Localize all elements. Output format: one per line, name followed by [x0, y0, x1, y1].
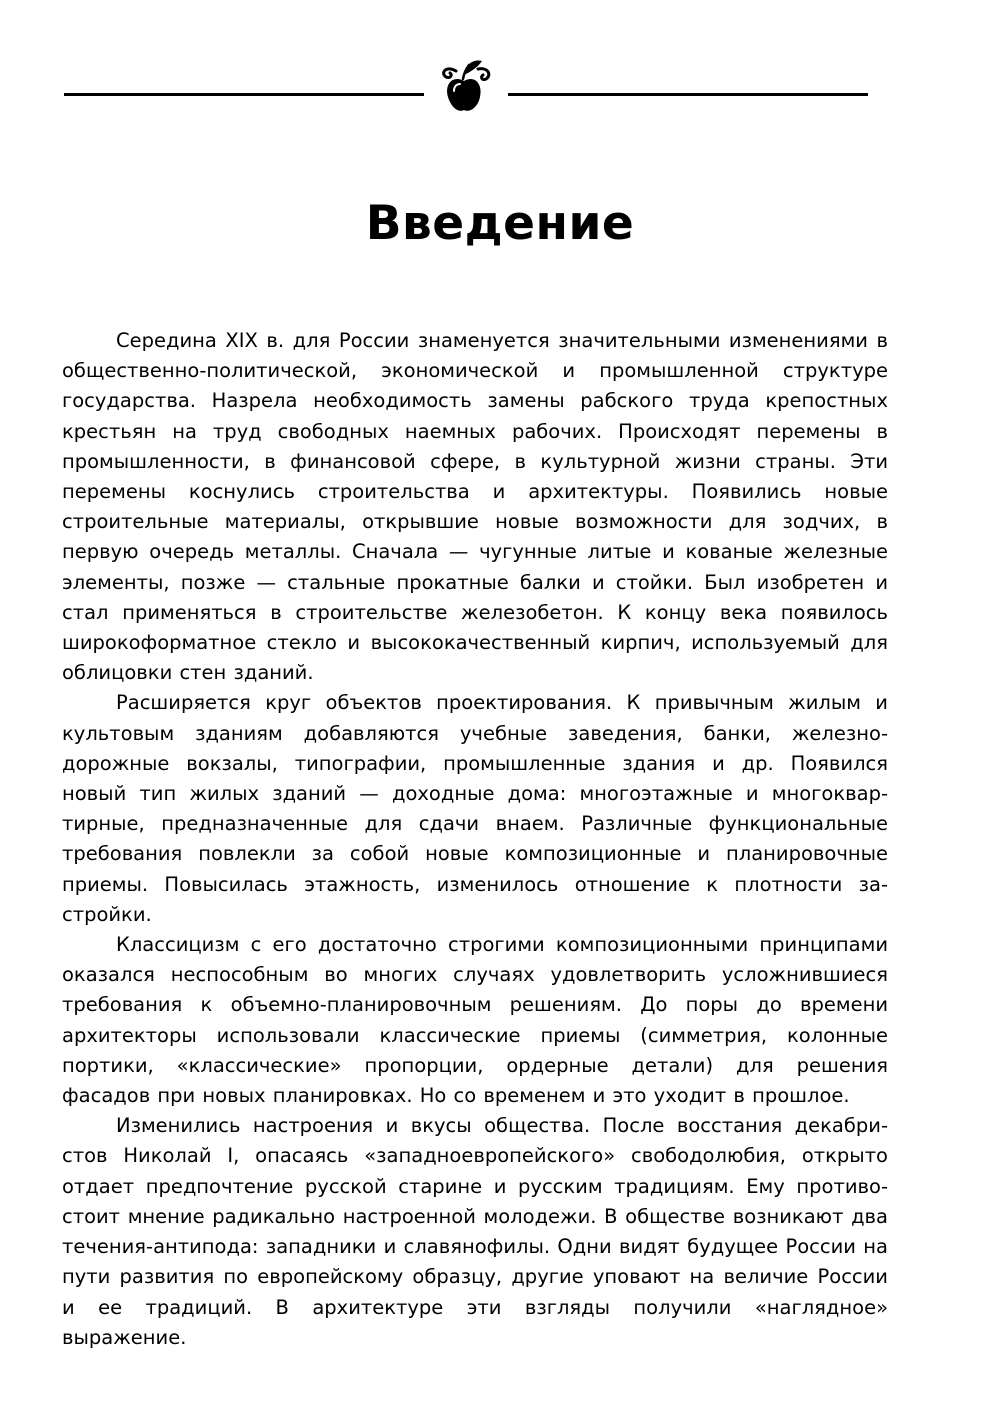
paragraph-3: Классицизм с его достаточно строгими композиционными принципами оказался неспособным во многих случаях удовлетворить усложнившиеся требования к объемно-планировочным решениям. До поры до времени архитекторы использовали классические приемы (симметрия, колонные портики, «классические» пропорции, ордерные детали) для решения фасадов при новых планировках. Но со временем и это уходит в прошлое. — [62, 933, 888, 1108]
chapter-header-ornament — [0, 55, 1000, 125]
paragraph-4: Изменились настроения и вкусы общества. После восстания декабристов Николай I, опасаясь «западноевропейского» свободолюбия, открыто отдает предпочтение русской старине и русским традициям. Ему противостоит мнение радикально настроенной молодежи. В обществе возникают два течения-антипода: западники и славянофилы. Одни видят будущее России на пути развития по европейскому образцу, другие уповают на величие России и ее традиций. В архитектуре эти взгляды получили «наглядное» выражение. — [62, 1114, 888, 1349]
paragraph-1: Середина XIX в. для России знаменуется значительными изменениями в общественно-политической, экономической и промышленной структуре государства. Назрела необходимость замены рабского труда крепостных крестьян на труд свободных наемных рабочих. Происходят перемены в промышленности, в финансовой сфере, в культурной жизни страны. Эти перемены коснулись строительства и архитектуры. Появились новые строительные материалы, открывшие новые возможности для зодчих, в первую очередь металлы. Сначала — чугунные литые и кованые железные элементы, позже — стальные прокатные балки и стойки. Был изобретен и стал применяться в строительстве железобетон. К концу века появилось широкоформатное стекло и высококачественный кирпич, используемый для облицовки стен зданий. — [62, 329, 888, 685]
header-rule-left — [64, 93, 424, 96]
body-text — [62, 326, 888, 1353]
header-rule-right — [508, 93, 868, 96]
paragraph-2: Расширяется круг объектов проектирования. К привычным жилым и культовым зданиям добавляются учебные заведения, банки, железнодорожные вокзалы, типографии, промышленные здания и др. Появился новый тип жилых зданий — доходные дома: многоэтажные и многоквартирные, предназначенные для сдачи внаем. Различные функциональные требования повлекли за собой новые композиционные и планировочные приемы. Повысилась этажность, изменилось отношение к плотности застройки. — [62, 691, 888, 926]
apple-leaf-ornament-icon — [436, 55, 496, 119]
chapter-title: Введение — [365, 196, 635, 251]
